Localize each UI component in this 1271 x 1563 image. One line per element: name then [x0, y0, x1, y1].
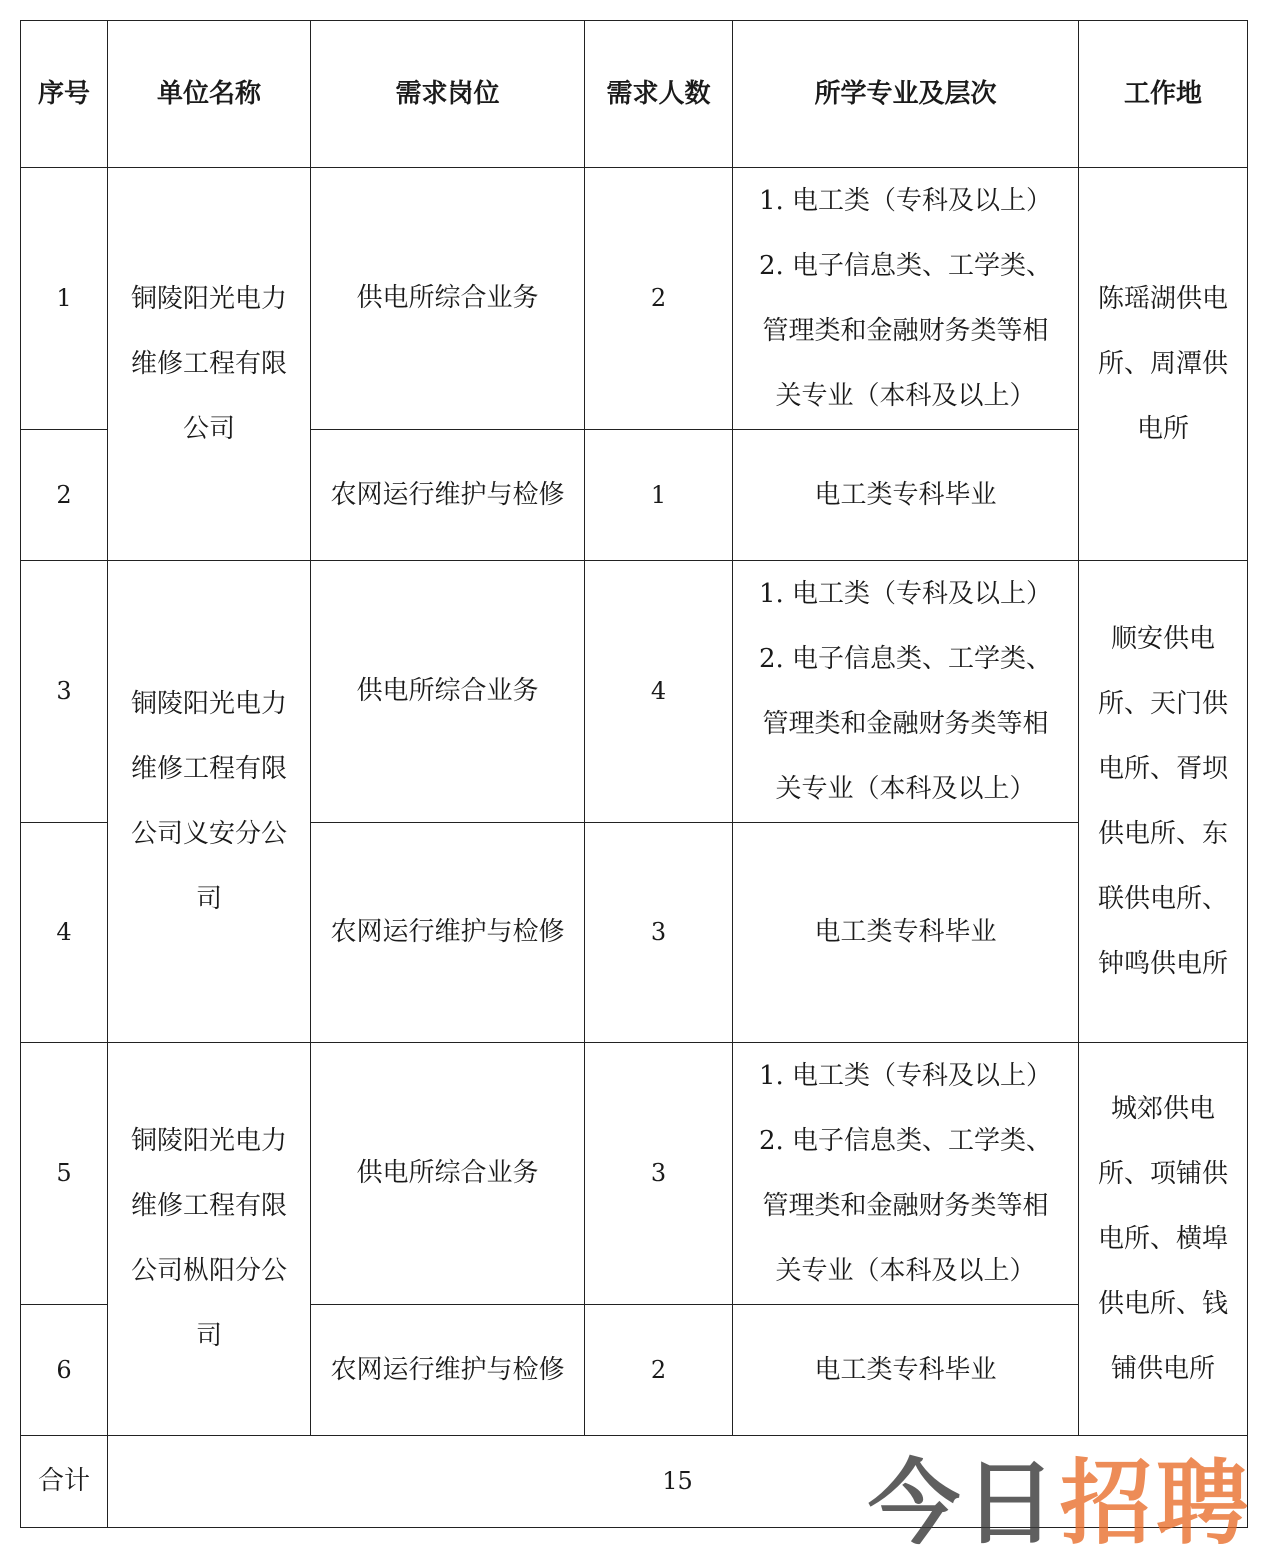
- major-cell: [733, 168, 1079, 430]
- table-row: [21, 561, 1248, 823]
- major-cell: [733, 561, 1079, 823]
- header-major: 所学专业及层次: [733, 21, 1079, 168]
- major-line: 1. 电工类（专科及以上）: [758, 1060, 1053, 1091]
- major-line: 关专业（本科及以上）: [775, 773, 1036, 804]
- count-cell: 3: [585, 823, 733, 1043]
- major-cell: [733, 1043, 1079, 1305]
- row-index: 2: [21, 430, 108, 561]
- major-cell: 电工类专科毕业: [733, 430, 1079, 561]
- header-unit: 单位名称: [108, 21, 311, 168]
- count-cell: 3: [585, 1043, 733, 1305]
- table-row: [21, 1043, 1248, 1305]
- unit-name: 铜陵阳光电力维修工程有限公司枞阳分公司: [108, 1043, 311, 1436]
- major-line: 管理类和金融财务类等相: [762, 708, 1049, 739]
- count-cell: 1: [585, 430, 733, 561]
- position-cell: 农网运行维护与检修: [311, 823, 585, 1043]
- recruitment-table: [20, 20, 1248, 1528]
- major-line: 2. 电子信息类、工学类、: [758, 1125, 1053, 1156]
- major-line: 关专业（本科及以上）: [775, 380, 1036, 411]
- position-cell: 供电所综合业务: [311, 1043, 585, 1305]
- location-cell: 陈瑶湖供电所、周潭供电所: [1079, 168, 1248, 561]
- count-cell: 2: [585, 168, 733, 430]
- header-count: 需求人数: [585, 21, 733, 168]
- row-index: 6: [21, 1305, 108, 1436]
- total-value: 15: [108, 1436, 1248, 1528]
- major-line: 1. 电工类（专科及以上）: [758, 578, 1053, 609]
- unit-name: 铜陵阳光电力维修工程有限公司义安分公司: [108, 561, 311, 1043]
- row-index: 4: [21, 823, 108, 1043]
- watermark-part2: 招聘: [1060, 1450, 1253, 1557]
- location-cell: 城郊供电所、项铺供电所、横埠供电所、钱铺供电所: [1079, 1043, 1248, 1436]
- count-cell: 4: [585, 561, 733, 823]
- position-cell: 农网运行维护与检修: [311, 430, 585, 561]
- location-cell: 顺安供电所、天门供电所、胥坝供电所、东联供电所、钟鸣供电所: [1079, 561, 1248, 1043]
- unit-name: 铜陵阳光电力维修工程有限公司: [108, 168, 311, 561]
- row-index: 1: [21, 168, 108, 430]
- major-cell: 电工类专科毕业: [733, 823, 1079, 1043]
- row-index: 3: [21, 561, 108, 823]
- position-cell: 供电所综合业务: [311, 168, 585, 430]
- major-line: 管理类和金融财务类等相: [762, 1190, 1049, 1221]
- header-location: 工作地: [1079, 21, 1248, 168]
- watermark-part1: 今日: [868, 1450, 1061, 1557]
- count-cell: 2: [585, 1305, 733, 1436]
- header-position: 需求岗位: [311, 21, 585, 168]
- major-line: 2. 电子信息类、工学类、: [758, 250, 1053, 281]
- header-index: 序号: [21, 21, 108, 168]
- major-line: 关专业（本科及以上）: [775, 1255, 1036, 1286]
- major-cell: 电工类专科毕业: [733, 1305, 1079, 1436]
- position-cell: 供电所综合业务: [311, 561, 585, 823]
- row-index: 5: [21, 1043, 108, 1305]
- table-row: [21, 168, 1248, 430]
- major-line: 2. 电子信息类、工学类、: [758, 643, 1053, 674]
- total-label: 合计: [21, 1436, 108, 1528]
- watermark-logo: [868, 1452, 1252, 1556]
- position-cell: 农网运行维护与检修: [311, 1305, 585, 1436]
- header-row: [21, 21, 1248, 168]
- major-line: 1. 电工类（专科及以上）: [758, 185, 1053, 216]
- major-line: 管理类和金融财务类等相: [762, 315, 1049, 346]
